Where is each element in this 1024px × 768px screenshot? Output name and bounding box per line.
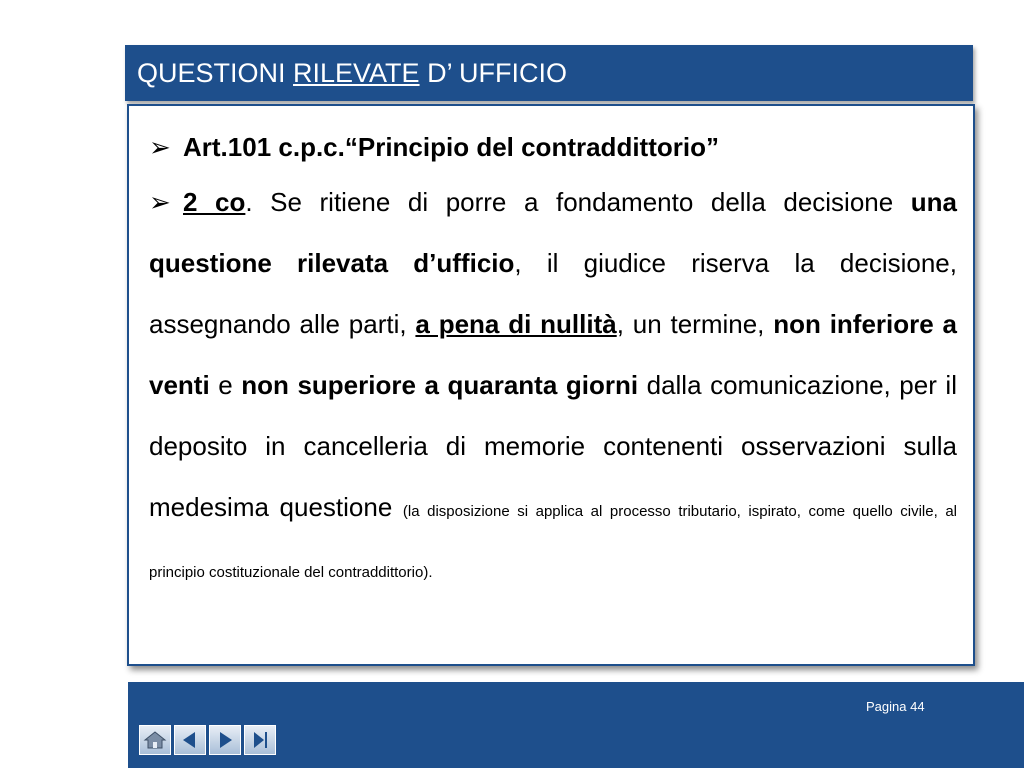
bold-text: una questione rilevata d’ufficio <box>149 187 958 278</box>
comma-reference: 2 co <box>183 187 246 217</box>
arrow-right-icon <box>215 730 235 750</box>
body-text: . Se ritiene di porre a fondamento della decisione <box>245 187 911 217</box>
body-paragraph <box>149 172 957 599</box>
slide-title <box>137 57 567 89</box>
body-text: dalla comunicazione, per il deposito in cancelleria di memorie contenenti osservazioni sulla medesima questione <box>149 370 957 522</box>
bold-text: non superiore a quaranta giorni <box>241 370 639 400</box>
nav-buttons <box>139 725 279 757</box>
content-box <box>127 104 975 666</box>
page-number: Pagina 44 <box>866 699 925 714</box>
home-icon <box>143 730 167 750</box>
article-heading: Art.101 c.p.c.“Principio del contraddittorio” <box>183 132 719 162</box>
slide-content <box>149 122 957 599</box>
arrow-left-icon <box>180 730 200 750</box>
body-text: e <box>209 370 242 400</box>
bold-text: non inferiore a venti <box>149 309 958 400</box>
small-note: (la disposizione si applica al processo tributario, ispirato, come quello civile, al principio costituzionale del contraddittorio). <box>149 503 957 581</box>
title-part-1: QUESTIONI <box>137 58 294 88</box>
next-button[interactable] <box>209 725 241 755</box>
body-text: , un termine, <box>616 309 774 339</box>
arrow-end-icon <box>250 730 270 750</box>
end-button[interactable] <box>244 725 276 755</box>
home-button[interactable] <box>139 725 171 755</box>
previous-button[interactable] <box>174 725 206 755</box>
bullet-arrow-icon: ➢ <box>149 132 171 162</box>
title-part-underlined: RILEVATE <box>293 58 420 88</box>
bullet-arrow-icon: ➢ <box>149 187 171 217</box>
bold-underlined-text: a pena di nullità <box>415 309 617 339</box>
title-part-3: D’ UFFICIO <box>419 58 568 88</box>
body-text: , il giudice riserva la decisione, assegnando alle parti, <box>149 248 957 339</box>
heading-line <box>149 122 957 172</box>
title-bar <box>125 45 973 101</box>
